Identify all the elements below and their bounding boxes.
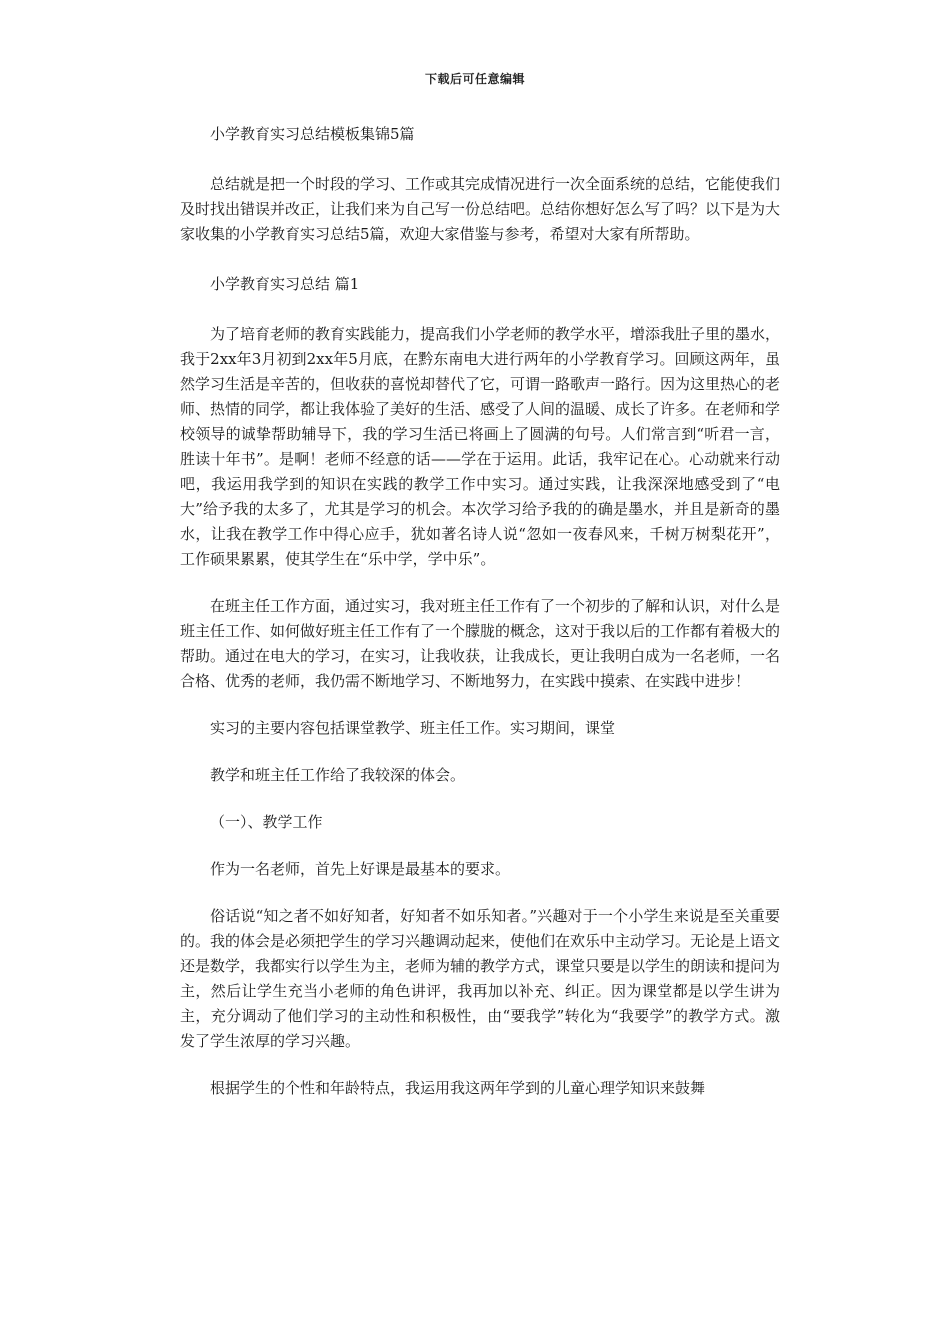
body-paragraph: 俗话说“知之者不如好知者，好知者不如乐知者。”兴趣对于一个小学生来说是至关重要的。我的体会是必须把学生的学习兴趣调动起来，使他们在欢乐中主动学习。无论是上语文还是数学，我都实行以学生为主，老师为辅的教学方式，课堂只要是以学生的朗读和提问为主，然后让学生充当小老师的角色讲评，我再加以补充、纠正。因为课堂都是以学生讲为主，充分调动了他们学习的主动性和积极性，由“要我学”转化为“我要学”的教学方式。激发了学生浓厚的学习兴趣。 bbox=[180, 907, 781, 1050]
body-paragraph: 作为一名老师，首先上好课是最基本的要求。 bbox=[210, 860, 511, 878]
spacer bbox=[180, 247, 780, 272]
body-paragraph: 实习的主要内容包括课堂教学、班主任工作。实习期间，课堂 bbox=[210, 719, 616, 737]
spacer bbox=[180, 694, 780, 716]
header-note: 下载后可任意编辑 bbox=[424, 72, 525, 86]
spacer bbox=[180, 882, 780, 904]
body-paragraph: 在班主任工作方面，通过实习，我对班主任工作有了一个初步的了解和认识，对什么是班主任工作、如何做好班主任工作有了一个朦胧的概念，这对于我以后的工作都有着极大的帮助。通过在电大的学习，在实习，让我收获，让我成长，更让我明白成为一名老师，一名合格、优秀的老师，我仍需不断地学习、不断地努力，在实践中摸索、在实践中进步！ bbox=[180, 597, 781, 690]
spacer bbox=[180, 788, 780, 810]
body-paragraph: 为了培育老师的教育实践能力，提高我们小学老师的教学水平，增添我肚子里的墨水，我于2xx年3月初到2xx年5月底，在黔东南电大进行两年的小学教育学习。回顾这两年，虽然学习生活是辛苦的，但收获的喜悦却替代了它，可谓一路歌声一路行。因为这里热心的老师、热情的同学，都让我体验了美好的生活、感受了人间的温暖、成长了许多。在老师和学校领导的诚挚帮助辅导下，我的学习生活已将画上了圆满的句号。人们常言到“听君一言，胜读十年书”。是啊！老师不经意的话——学在于运用。此话，我牢记在心。心动就来行动吧，我运用我学到的知识在实践的教学工作中实习。通过实践，让我深深地感受到了“电大”给予我的太多了，尤其是学习的机会。本次学习给予我的的确是墨水，并且是新奇的墨水，让我在教学工作中得心应手，犹如著名诗人说“忽如一夜春风来，千树万树梨花开”，工作硕果累累，使其学生在“乐中学，学中乐”。 bbox=[180, 325, 781, 568]
spacer bbox=[180, 572, 780, 594]
body-paragraph: 教学和班主任工作给了我较深的体会。 bbox=[210, 766, 466, 784]
intro-paragraph: 总结就是把一个时段的学习、工作或其完成情况进行一次全面系统的总结，它能使我们及时找出错误并改正，让我们来为自己写一份总结吧。总结你想好怎么写了吗？以下是为大家收集的小学教育实习总结5篇，欢迎大家借鉴与参考，希望对大家有所帮助。 bbox=[180, 175, 781, 243]
spacer bbox=[180, 1054, 780, 1076]
document-body bbox=[180, 122, 780, 1101]
spacer bbox=[180, 835, 780, 857]
body-paragraph: 根据学生的个性和年龄特点，我运用我这两年学到的儿童心理学知识来鼓舞 bbox=[210, 1079, 706, 1097]
spacer bbox=[180, 297, 780, 322]
spacer bbox=[180, 147, 780, 172]
spacer bbox=[180, 741, 780, 763]
section-title: 小学教育实习总结 篇1 bbox=[210, 275, 360, 293]
document-title: 小学教育实习总结模板集锦5篇 bbox=[210, 125, 415, 143]
subsection-heading: （一）、教学工作 bbox=[210, 813, 323, 831]
